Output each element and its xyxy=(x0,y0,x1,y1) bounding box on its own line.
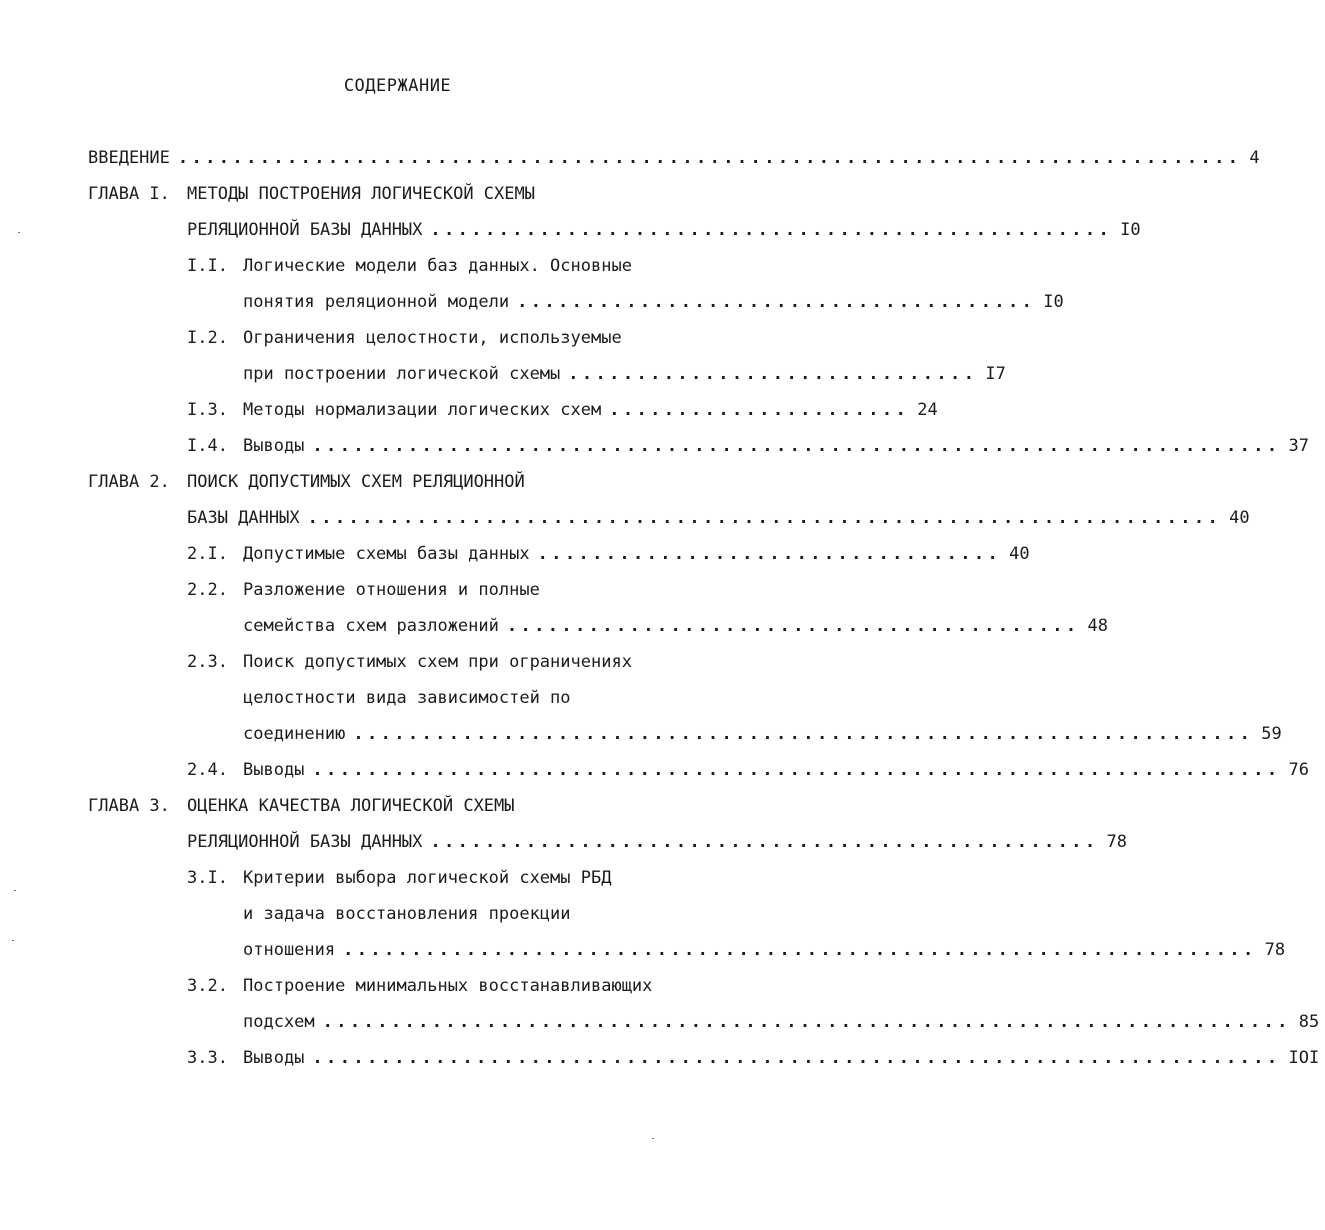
leader-dots: .............................................................................. xyxy=(177,148,1242,168)
chapter-number: ГЛАВА 2. xyxy=(88,472,170,492)
entry-label: при построении логической схемы xyxy=(243,364,561,384)
chapter-title-line: ПОИСК ДОПУСТИМЫХ СХЕМ РЕЛЯЦИОННОЙ xyxy=(187,472,525,492)
section-title-line: целостности вида зависимостей по xyxy=(243,688,571,708)
chapter-number: ГЛАВА I. xyxy=(88,184,170,204)
leader-dots: ................................................................... xyxy=(307,508,1222,528)
leader-dots: .............................. xyxy=(568,364,978,384)
section-title-line: Логические модели баз данных. Основные xyxy=(243,256,632,276)
entry-label: БАЗЫ ДАННЫХ xyxy=(187,508,300,528)
section-number: I.2. xyxy=(187,328,228,348)
scan-speck xyxy=(12,940,14,941)
section-number: 2.I. xyxy=(187,544,228,564)
section-title-line: Ограничения целостности, используемые xyxy=(243,328,622,348)
page-number: 59 xyxy=(1261,724,1282,744)
leader-dots: ....................................................................... xyxy=(312,1048,1281,1068)
section-number: 2.4. xyxy=(187,760,228,780)
section-title-line: и задача восстановления проекции xyxy=(243,904,571,924)
section-number: 3.2. xyxy=(187,976,228,996)
page-number: 78 xyxy=(1106,832,1127,852)
entry-label: Выводы xyxy=(243,760,305,780)
scan-speck xyxy=(14,890,16,891)
entry-label: Выводы xyxy=(243,1048,305,1068)
section-title-line: Разложение отношения и полные xyxy=(243,580,540,600)
section-title-line: Построение минимальных восстанавливающих xyxy=(243,976,653,996)
section-number: 2.3. xyxy=(187,652,228,672)
page-number: 37 xyxy=(1288,436,1309,456)
entry-label: Выводы xyxy=(243,436,305,456)
leader-dots: .................................. xyxy=(537,544,1002,564)
section-number: I.I. xyxy=(187,256,228,276)
leader-dots: .................................................................. xyxy=(353,724,1254,744)
leader-dots: ....................................................................... xyxy=(312,760,1281,780)
entry-label: Допустимые схемы базы данных xyxy=(243,544,530,564)
leader-dots: .................................................. xyxy=(430,220,1113,240)
section-number: I.4. xyxy=(187,436,228,456)
page-number: 76 xyxy=(1288,760,1309,780)
entry-label: подсхем xyxy=(243,1012,315,1032)
page-number: 40 xyxy=(1229,508,1250,528)
page-number: I0 xyxy=(1120,220,1141,240)
leader-dots: .......................................... xyxy=(506,616,1080,636)
page-number: IOI xyxy=(1288,1048,1320,1068)
entry-label: Методы нормализации логических схем xyxy=(243,400,602,420)
section-number: 2.2. xyxy=(187,580,228,600)
section-number: 3.3. xyxy=(187,1048,228,1068)
page-number: 48 xyxy=(1087,616,1109,636)
leader-dots: ................................................. xyxy=(430,832,1099,852)
chapter-number: ГЛАВА 3. xyxy=(88,796,170,816)
page-number: 40 xyxy=(1009,544,1030,564)
section-number: 3.I. xyxy=(187,868,228,888)
toc-title: СОДЕРЖАНИЕ xyxy=(343,76,452,96)
entry-label: соединению xyxy=(243,724,346,744)
scan-speck xyxy=(18,232,20,233)
chapter-title-line: ОЦЕНКА КАЧЕСТВА ЛОГИЧЕСКОЙ СХЕМЫ xyxy=(187,796,515,816)
leader-dots: ...................... xyxy=(609,400,910,420)
entry-label: РЕЛЯЦИОННОЙ БАЗЫ ДАННЫХ xyxy=(187,832,423,852)
section-title-line: Поиск допустимых схем при ограничениях xyxy=(243,652,632,672)
page-number: I0 xyxy=(1043,292,1064,312)
chapter-title-line: МЕТОДЫ ПОСТРОЕНИЯ ЛОГИЧЕСКОЙ СХЕМЫ xyxy=(187,184,535,204)
leader-dots: ................................................................... xyxy=(343,940,1257,960)
leader-dots: ....................................................................... xyxy=(312,436,1281,456)
page-number: I7 xyxy=(985,364,1006,384)
page-number: 78 xyxy=(1264,940,1286,960)
scan-speck xyxy=(652,1138,654,1139)
entry-label: РЕЛЯЦИОННОЙ БАЗЫ ДАННЫХ xyxy=(187,220,423,240)
entry-label: понятия реляционной модели xyxy=(243,292,510,312)
leader-dots: ....................................................................... xyxy=(322,1012,1291,1032)
section-number: I.3. xyxy=(187,400,228,420)
leader-dots: ...................................... xyxy=(517,292,1036,312)
entry-label: семейства схем разложений xyxy=(243,616,499,636)
page-number: 4 xyxy=(1249,148,1260,168)
entry-label: отношения xyxy=(243,940,336,960)
entry-label: ВВЕДЕНИЕ xyxy=(88,148,170,168)
page-number: 24 xyxy=(917,400,938,420)
section-title-line: Критерии выбора логической схемы РБД xyxy=(243,868,612,888)
page-number: 85 xyxy=(1298,1012,1320,1032)
